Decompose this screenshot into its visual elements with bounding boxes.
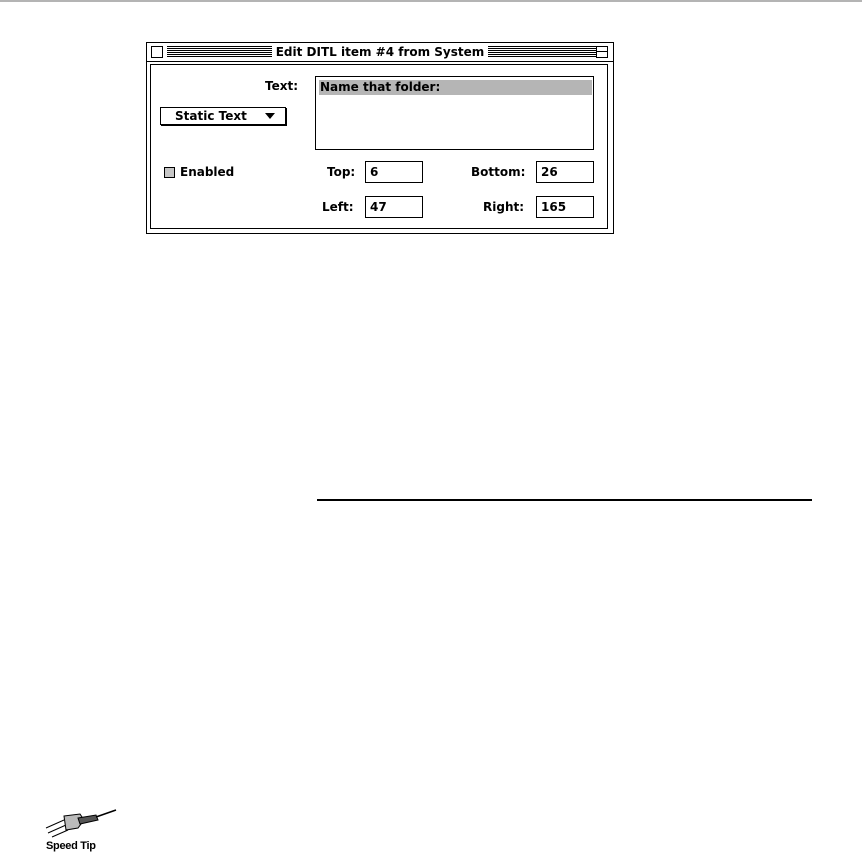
left-field[interactable]: 47 (365, 196, 423, 218)
right-field[interactable]: 165 (536, 196, 594, 218)
bottom-label: Bottom: (471, 165, 526, 179)
bottom-field[interactable]: 26 (536, 161, 594, 183)
page-top-rule (0, 0, 862, 2)
zoom-box-icon[interactable] (596, 46, 608, 58)
enabled-label[interactable]: Enabled (180, 165, 235, 179)
item-text-value[interactable]: Name that folder: (319, 80, 592, 95)
item-text-area[interactable] (315, 76, 594, 150)
top-label: Top: (327, 165, 356, 179)
top-field[interactable]: 6 (365, 161, 423, 183)
window-title: Edit DITL item #4 from System (272, 45, 489, 59)
close-box-icon[interactable] (151, 46, 163, 58)
dart-icon (44, 806, 120, 844)
text-label: Text: (265, 79, 299, 93)
triangle-down-icon (265, 113, 275, 119)
item-type-popup[interactable] (160, 107, 286, 125)
enabled-checkbox[interactable] (164, 167, 175, 178)
right-label: Right: (483, 200, 525, 214)
edit-ditl-window (146, 42, 614, 234)
title-bar[interactable] (147, 43, 613, 62)
item-type-value: Static Text (175, 109, 247, 123)
speed-tip-label: Speed Tip (46, 840, 96, 852)
left-label: Left: (322, 200, 354, 214)
section-divider (317, 499, 812, 501)
